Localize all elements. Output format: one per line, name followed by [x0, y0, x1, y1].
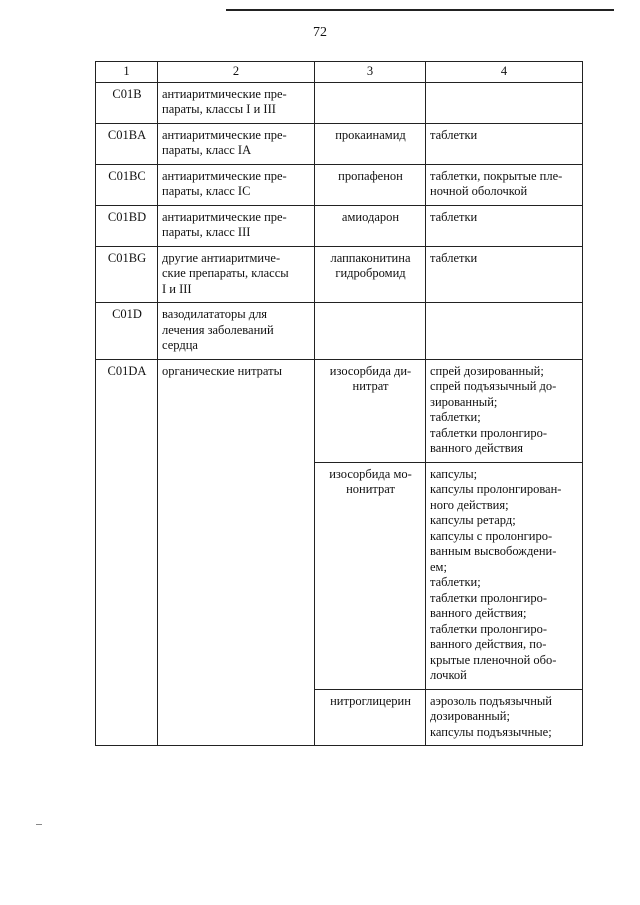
group-cell: антиаритмические пре- параты, класс IC	[158, 164, 315, 205]
atc-code-cell: C01B	[96, 82, 158, 123]
margin-mark	[36, 824, 42, 825]
page-number: 72	[313, 25, 327, 40]
atc-code-cell: C01BC	[96, 164, 158, 205]
drug-cell: изосорбида ди- нитрат	[315, 359, 426, 462]
group-cell: антиаритмические пре- параты, классы I и III	[158, 82, 315, 123]
header-rule	[226, 9, 614, 11]
table-row	[96, 303, 583, 360]
atc-code-cell: C01DA	[96, 359, 158, 746]
form-cell	[426, 303, 583, 360]
form-cell: аэрозоль подъязычный дозированный; капсулы подъязычные;	[426, 689, 583, 746]
form-cell: таблетки	[426, 123, 583, 164]
atc-code-cell: C01BD	[96, 205, 158, 246]
form-cell: таблетки, покрытые пле- ночной оболочкой	[426, 164, 583, 205]
column-header: 3	[315, 62, 426, 83]
form-cell: таблетки	[426, 205, 583, 246]
drug-cell: прокаинамид	[315, 123, 426, 164]
group-cell: вазодилататоры для лечения заболеваний сердца	[158, 303, 315, 360]
form-cell: капсулы; капсулы пролонгирован- ного действия; капсулы ретард; капсулы с пролонгиро- ванным высвобождени- ем; таблетки; таблетки пролонгиро- ванного действия; таблетки пролонгиро- ванного действия, по- крытые пленочной обо- лочкой	[426, 462, 583, 689]
table-row	[96, 123, 583, 164]
table-row	[96, 246, 583, 303]
drug-table	[95, 61, 583, 746]
column-header: 4	[426, 62, 583, 83]
form-cell	[426, 82, 583, 123]
group-cell: органические нитраты	[158, 359, 315, 746]
drug-cell: амиодарон	[315, 205, 426, 246]
drug-cell: изосорбида мо- нонитрат	[315, 462, 426, 689]
atc-code-cell: C01BG	[96, 246, 158, 303]
table-row	[96, 164, 583, 205]
drug-cell	[315, 82, 426, 123]
drug-cell: нитроглицерин	[315, 689, 426, 746]
atc-code-cell: C01D	[96, 303, 158, 360]
drug-cell	[315, 303, 426, 360]
table-row	[96, 82, 583, 123]
group-cell: антиаритмические пре- параты, класс IA	[158, 123, 315, 164]
drug-cell: пропафенон	[315, 164, 426, 205]
column-header: 2	[158, 62, 315, 83]
drug-cell: лаппаконитина гидробромид	[315, 246, 426, 303]
form-cell: таблетки	[426, 246, 583, 303]
form-cell: спрей дозированный; спрей подъязычный до- зированный; таблетки; таблетки пролонгиро- ванного действия	[426, 359, 583, 462]
column-header: 1	[96, 62, 158, 83]
group-cell: другие антиаритмиче- ские препараты, классы I и III	[158, 246, 315, 303]
group-cell: антиаритмические пре- параты, класс III	[158, 205, 315, 246]
header-row	[96, 62, 583, 83]
atc-code-cell: C01BA	[96, 123, 158, 164]
table-row	[96, 359, 583, 462]
table-row	[96, 205, 583, 246]
